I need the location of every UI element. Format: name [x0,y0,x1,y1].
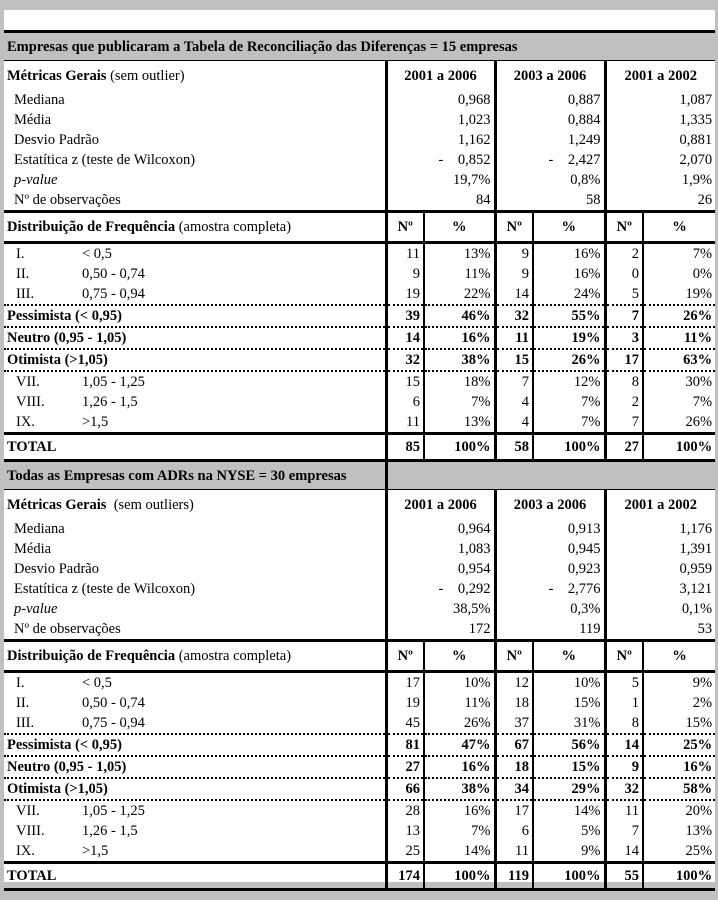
metric-label: Estatítica z (teste de Wilcoxon) [14,581,196,597]
range-interval: >1,5 [82,843,109,859]
metric-value: 172 [386,619,495,641]
range-label [4,412,386,434]
total-count: 174 [386,863,424,890]
percent-value: 11% [643,327,715,349]
metric-value: - 0,292 [386,579,495,599]
metric-value: - 2,427 [495,150,605,170]
group-label: Neutro (0,95 - 1,05) [4,327,386,349]
percent-value: 13% [424,243,495,265]
metric-value: 0,923 [495,559,605,579]
distribution-header-bold: Distribuição de Frequência [7,219,176,235]
count-value: 7 [495,371,533,392]
percent-header: % [424,641,495,672]
group-label: Pessimista (< 0,95) [4,734,386,756]
range-roman: VII. [16,374,40,390]
metric-value: 1,023 [386,110,495,130]
count-value: 32 [386,349,424,371]
count-value: 11 [605,800,643,821]
count-value: 15 [495,349,533,371]
count-header: Nº [495,212,533,243]
percent-value: 13% [643,821,715,841]
metric-value: - 0,852 [386,150,495,170]
distribution-row [4,412,715,434]
title-filler [386,461,715,490]
metric-row [4,150,715,170]
count-header: Nº [605,641,643,672]
metrics-header-row [4,61,715,91]
range-label [4,800,386,821]
count-value: 11 [386,412,424,434]
percent-value: 26% [643,412,715,434]
range-label [4,371,386,392]
percent-header: % [643,641,715,672]
percent-value: 13% [424,412,495,434]
range-roman: II. [16,266,30,282]
total-row [4,863,715,890]
percent-value: 24% [533,284,605,305]
period-header: 2003 a 2006 [495,490,605,520]
percent-value: 29% [533,778,605,800]
count-value: 18 [495,756,533,778]
total-percent: 100% [643,863,715,890]
distribution-row [4,821,715,841]
group-row [4,778,715,800]
percent-value: 22% [424,284,495,305]
count-value: 11 [495,327,533,349]
count-value: 7 [605,821,643,841]
metric-label: p-value [14,172,58,188]
range-interval: 0,50 - 0,74 [82,266,145,282]
percent-value: 11% [424,693,495,713]
range-label [4,392,386,412]
metric-label: Desvio Padrão [14,132,99,148]
group-label: Otimista (>1,05) [4,778,386,800]
count-value: 13 [386,821,424,841]
metric-label: p-value [14,601,58,617]
range-interval: 0,75 - 0,94 [82,715,145,731]
percent-value: 26% [643,305,715,327]
percent-value: 15% [533,693,605,713]
metric-label: Mediana [14,92,65,108]
count-value: 0 [605,264,643,284]
metric-label: Média [14,112,52,128]
percent-value: 20% [643,800,715,821]
count-value: 28 [386,800,424,821]
count-value: 19 [386,284,424,305]
count-value: 7 [605,305,643,327]
document-page [4,10,715,882]
range-roman: IX. [16,414,35,430]
percent-value: 5% [533,821,605,841]
count-value: 6 [386,392,424,412]
percent-value: 7% [533,412,605,434]
percent-value: 25% [643,841,715,863]
metric-value: 84 [386,190,495,212]
percent-value: 9% [533,841,605,863]
count-value: 9 [495,264,533,284]
percent-value: 63% [643,349,715,371]
metric-value: 1,391 [605,539,715,559]
total-label: TOTAL [4,434,386,461]
range-roman: I. [16,675,25,691]
count-value: 5 [605,284,643,305]
metrics-header-note: (sem outliers) [106,496,194,513]
group-label: Pessimista (< 0,95) [4,305,386,327]
percent-value: 38% [424,778,495,800]
percent-value: 15% [533,756,605,778]
percent-value: 56% [533,734,605,756]
percent-value: 16% [424,756,495,778]
period-header: 2001 a 2002 [605,61,715,91]
distribution-row [4,672,715,694]
distribution-header-bold: Distribuição de Frequência [7,648,176,664]
percent-value: 14% [533,800,605,821]
metric-row [4,130,715,150]
count-value: 5 [605,672,643,694]
count-value: 32 [495,305,533,327]
metric-value: 19,7% [386,170,495,190]
metric-value: 0,954 [386,559,495,579]
range-interval: 0,50 - 0,74 [82,695,145,711]
percent-value: 10% [533,672,605,694]
range-roman: II. [16,695,30,711]
metric-value: 119 [495,619,605,641]
count-value: 12 [495,672,533,694]
count-value: 17 [386,672,424,694]
range-roman: III. [16,715,35,731]
percent-value: 16% [424,327,495,349]
percent-value: 2% [643,693,715,713]
section-title-row [4,32,715,61]
distribution-row [4,713,715,734]
distribution-row [4,841,715,863]
count-value: 19 [386,693,424,713]
percent-value: 16% [533,264,605,284]
total-percent: 100% [643,434,715,461]
metric-value: - 2,776 [495,579,605,599]
total-label: TOTAL [4,863,386,890]
metric-value: 26 [605,190,715,212]
count-value: 14 [386,327,424,349]
metric-row [4,110,715,130]
range-label [4,264,386,284]
range-roman: VIII. [16,823,45,839]
total-count: 27 [605,434,643,461]
period-header: 2001 a 2002 [605,490,715,520]
metric-row [4,539,715,559]
metric-value: 0,964 [386,519,495,539]
metric-label: Desvio Padrão [14,561,99,577]
metrics-header-bold: Métricas Gerais [7,67,107,84]
metric-row [4,90,715,110]
percent-value: 19% [533,327,605,349]
metric-value: 2,070 [605,150,715,170]
percent-value: 31% [533,713,605,734]
percent-value: 15% [643,713,715,734]
count-value: 1 [605,693,643,713]
count-value: 81 [386,734,424,756]
section-title: Empresas que publicaram a Tabela de Reconciliação das Diferenças = 15 empresas [4,32,715,61]
metric-value: 0,3% [495,599,605,619]
distribution-header-note: (amostra completa) [175,648,292,664]
count-value: 17 [605,349,643,371]
range-label [4,821,386,841]
range-roman: I. [16,246,25,262]
metrics-header-label [4,61,386,91]
count-value: 9 [495,243,533,265]
metrics-header-bold: Métricas Gerais [7,496,107,513]
range-roman: IX. [16,843,35,859]
count-value: 45 [386,713,424,734]
total-count: 58 [495,434,533,461]
percent-value: 7% [643,243,715,265]
distribution-row [4,392,715,412]
metric-value: 1,162 [386,130,495,150]
group-row [4,734,715,756]
distribution-row [4,800,715,821]
count-value: 27 [386,756,424,778]
count-value: 32 [605,778,643,800]
range-label [4,693,386,713]
count-value: 67 [495,734,533,756]
percent-value: 16% [424,800,495,821]
count-value: 9 [386,264,424,284]
results-table [4,30,715,891]
distribution-header-row [4,212,715,243]
range-label [4,284,386,305]
range-interval: < 0,5 [82,675,112,691]
metric-label: Nº de observações [14,621,121,637]
count-value: 14 [605,841,643,863]
percent-value: 30% [643,371,715,392]
metric-value: 1,249 [495,130,605,150]
group-row [4,327,715,349]
count-value: 14 [495,284,533,305]
group-row [4,756,715,778]
distribution-row [4,693,715,713]
distribution-header-note: (amostra completa) [175,219,292,235]
metrics-header-row [4,490,715,520]
count-value: 17 [495,800,533,821]
range-interval: >1,5 [82,414,109,430]
percent-value: 55% [533,305,605,327]
group-label: Neutro (0,95 - 1,05) [4,756,386,778]
range-roman: VII. [16,803,40,819]
percent-value: 26% [533,349,605,371]
range-interval: < 0,5 [82,246,112,262]
metric-value: 0,913 [495,519,605,539]
metric-row [4,519,715,539]
range-label [4,243,386,265]
range-roman: III. [16,286,35,302]
percent-value: 0% [643,264,715,284]
percent-value: 25% [643,734,715,756]
metrics-header-note: (sem outlier) [106,67,185,84]
range-label [4,713,386,734]
count-value: 11 [386,243,424,265]
group-row [4,349,715,371]
percent-value: 10% [424,672,495,694]
percent-value: 16% [643,756,715,778]
percent-value: 7% [424,821,495,841]
distribution-header-label [4,641,386,672]
metric-label: Nº de observações [14,192,121,208]
distribution-row [4,243,715,265]
count-value: 7 [605,412,643,434]
percent-value: 7% [424,392,495,412]
count-value: 39 [386,305,424,327]
count-value: 37 [495,713,533,734]
total-percent: 100% [533,863,605,890]
percent-value: 26% [424,713,495,734]
percent-value: 46% [424,305,495,327]
percent-value: 38% [424,349,495,371]
total-percent: 100% [533,434,605,461]
count-value: 6 [495,821,533,841]
range-roman: VIII. [16,394,45,410]
count-value: 15 [386,371,424,392]
metric-row [4,579,715,599]
range-interval: 1,05 - 1,25 [82,374,145,390]
percent-value: 14% [424,841,495,863]
count-value: 66 [386,778,424,800]
percent-header: % [533,641,605,672]
distribution-row [4,264,715,284]
count-value: 2 [605,392,643,412]
period-header: 2001 a 2006 [386,490,495,520]
metric-value: 1,083 [386,539,495,559]
metric-label: Média [14,541,52,557]
total-count: 119 [495,863,533,890]
count-header: Nº [605,212,643,243]
count-value: 9 [605,756,643,778]
range-label [4,841,386,863]
distribution-header-label [4,212,386,243]
percent-value: 7% [533,392,605,412]
range-interval: 1,05 - 1,25 [82,803,145,819]
percent-value: 16% [533,243,605,265]
percent-value: 47% [424,734,495,756]
distribution-header-row [4,641,715,672]
metric-value: 1,087 [605,90,715,110]
percent-value: 58% [643,778,715,800]
percent-value: 7% [643,392,715,412]
metric-value: 0,959 [605,559,715,579]
group-row [4,305,715,327]
metric-value: 1,335 [605,110,715,130]
metric-value: 3,121 [605,579,715,599]
metric-value: 0,8% [495,170,605,190]
section-title: Todas as Empresas com ADRs na NYSE = 30 empresas [4,461,386,490]
period-header: 2001 a 2006 [386,61,495,91]
percent-header: % [643,212,715,243]
metric-row [4,619,715,641]
count-header: Nº [386,641,424,672]
percent-header: % [424,212,495,243]
distribution-row [4,284,715,305]
metric-value: 0,968 [386,90,495,110]
period-header: 2003 a 2006 [495,61,605,91]
total-percent: 100% [424,434,495,461]
distribution-row [4,371,715,392]
metric-value: 58 [495,190,605,212]
metric-value: 1,176 [605,519,715,539]
count-value: 11 [495,841,533,863]
metric-value: 53 [605,619,715,641]
count-value: 4 [495,412,533,434]
percent-value: 19% [643,284,715,305]
metrics-header-label [4,490,386,520]
count-header: Nº [495,641,533,672]
metric-value: 0,887 [495,90,605,110]
total-count: 55 [605,863,643,890]
metric-value: 0,945 [495,539,605,559]
percent-value: 18% [424,371,495,392]
metric-row [4,190,715,212]
count-value: 14 [605,734,643,756]
group-label: Otimista (>1,05) [4,349,386,371]
range-interval: 0,75 - 0,94 [82,286,145,302]
count-value: 3 [605,327,643,349]
metric-value: 0,1% [605,599,715,619]
count-value: 25 [386,841,424,863]
metric-value: 0,881 [605,130,715,150]
metric-value: 1,9% [605,170,715,190]
total-count: 85 [386,434,424,461]
section-title-row [4,461,715,490]
percent-value: 9% [643,672,715,694]
count-value: 4 [495,392,533,412]
range-label [4,672,386,694]
metric-label: Mediana [14,521,65,537]
count-header: Nº [386,212,424,243]
count-value: 18 [495,693,533,713]
metric-row [4,170,715,190]
percent-header: % [533,212,605,243]
metric-value: 0,884 [495,110,605,130]
count-value: 8 [605,371,643,392]
metric-row [4,599,715,619]
range-interval: 1,26 - 1,5 [82,823,138,839]
total-percent: 100% [424,863,495,890]
percent-value: 11% [424,264,495,284]
metric-label: Estatítica z (teste de Wilcoxon) [14,152,196,168]
metric-value: 38,5% [386,599,495,619]
count-value: 8 [605,713,643,734]
range-interval: 1,26 - 1,5 [82,394,138,410]
count-value: 2 [605,243,643,265]
metric-row [4,559,715,579]
total-row [4,434,715,461]
count-value: 34 [495,778,533,800]
percent-value: 12% [533,371,605,392]
